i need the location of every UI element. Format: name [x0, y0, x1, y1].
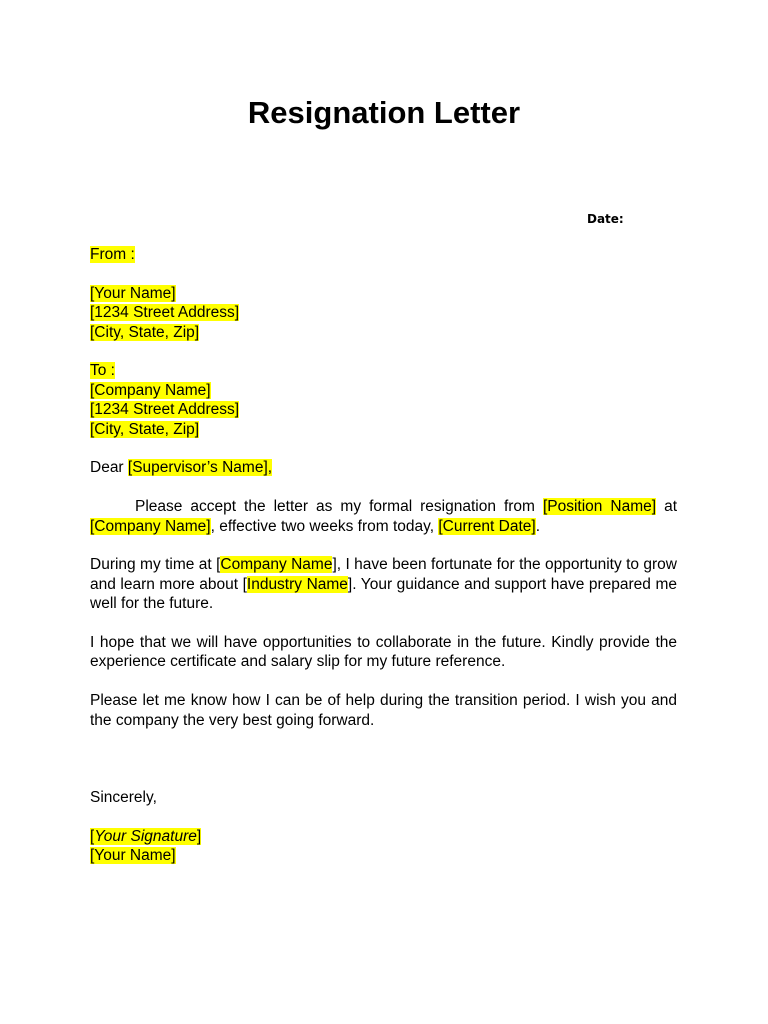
paragraph-4: Please let me know how I can be of help during the transition period. I wish you and the company the very best going forward.: [90, 692, 677, 729]
signature-name: [Your Name]: [90, 847, 176, 865]
letter-body: [90, 245, 677, 866]
salutation-name: [Supervisor’s Name],: [127, 459, 273, 477]
letter-title: Resignation Letter: [247, 95, 521, 130]
signature-close-bracket: ]: [196, 828, 202, 846]
p1-text-1: Please accept the letter as my formal resignation from: [135, 498, 543, 516]
paragraph-1: [90, 497, 677, 536]
p1-text-3: , effective two weeks from today,: [210, 517, 439, 535]
to-label: To :: [90, 362, 115, 380]
salutation-prefix: Dear: [90, 459, 128, 477]
paragraph-3: I hope that we will have opportunities to collaborate in the future. Kindly provide the experience certificate and salary slip for my future reference.: [90, 634, 677, 671]
p2-text-1: During my time at [: [90, 556, 221, 574]
from-label: From :: [90, 246, 135, 263]
paragraph-2: [90, 555, 677, 613]
p2-text-2: ], I have been fortunate for the opportunity to grow and learn more about [: [90, 556, 677, 593]
to-company: [Company Name]: [90, 381, 211, 399]
closing: Sincerely,: [90, 789, 157, 807]
from-address: [1234 Street Address]: [90, 304, 240, 322]
p1-text-4: .: [535, 517, 540, 535]
p1-position: [Position Name]: [542, 498, 657, 516]
p2-company: Company Name: [220, 556, 333, 574]
date-label: Date:: [587, 212, 624, 226]
from-name: [Your Name]: [90, 284, 176, 302]
to-city: [City, State, Zip]: [90, 420, 200, 438]
p2-industry: Industry Name: [246, 575, 348, 593]
from-block: [90, 245, 677, 264]
salutation: [90, 458, 677, 477]
signature-line: [90, 827, 677, 846]
from-city: [City, State, Zip]: [90, 323, 200, 341]
signature-open-bracket: [: [90, 828, 95, 846]
to-address: [1234 Street Address]: [90, 401, 240, 419]
p2-text-3: ]. Your guidance and support have prepared me well for the future.: [90, 575, 677, 613]
signature-placeholder: Your Signature: [94, 828, 197, 846]
p1-company: [Company Name]: [90, 517, 211, 535]
p1-date: [Current Date]: [438, 517, 536, 535]
p1-text-2: at: [656, 498, 678, 516]
